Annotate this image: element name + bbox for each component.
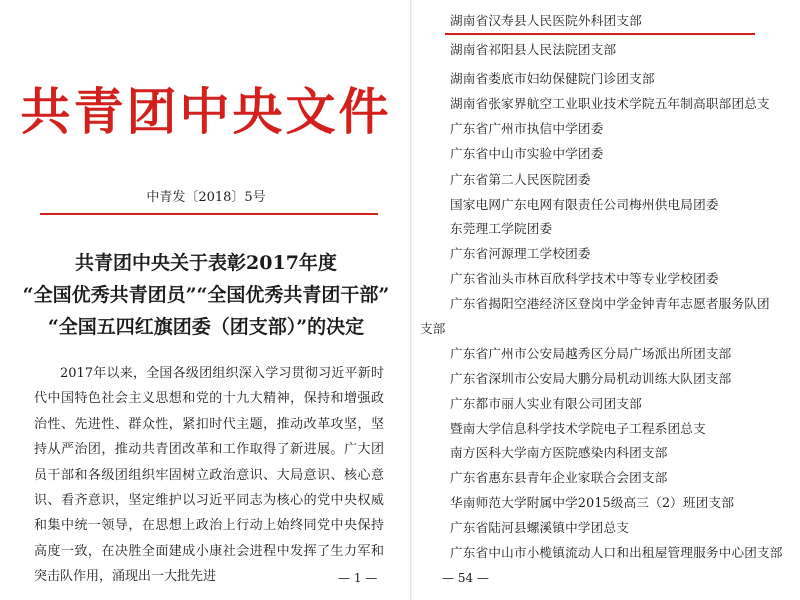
body-paragraph: 2017年以来，全国各级团组织深入学习贯彻习近平新时代中国特色社会主义思想和党的十九大精神，保持和增强政治性、先进性、群众性，紧扣时代主题，推动改革攻坚，坚持从严治团，推动共青团改革和工作取得了新进展。广大团员干部和各级团组织牢固树立政治意识、大局意识、核心意识、看齐意识，坚定维护以习近平同志为核心的党中央权威和集中统一领导，在思想上政治上行动上始终同党中央保持高度一致，在决胜全面建成小康社会进程中发挥了生力军和突击队作用，涌现出一大批先进 bbox=[34, 366, 384, 585]
red-divider-rule bbox=[40, 213, 378, 215]
branch-item: 广东省河源理工学校团委 bbox=[450, 246, 591, 261]
branch-item-continuation: 支部 bbox=[420, 321, 446, 336]
branch-item: 湖南省张家界航空工业职业技术学院五年制高职部团总支 bbox=[450, 96, 770, 111]
document-title bbox=[0, 247, 412, 343]
branch-item: 东莞理工学院团委 bbox=[450, 221, 553, 236]
branch-item: 暨南大学信息科学技术学院电子工程系团总支 bbox=[450, 421, 706, 436]
branch-item: 广东省中山市实验中学团委 bbox=[450, 146, 604, 161]
branch-item: 广东省陆河县螺溪镇中学团总支 bbox=[450, 520, 630, 535]
document-number: 中青发〔2018〕5号 bbox=[146, 190, 266, 205]
branch-item: 广东省第二人民医院团委 bbox=[450, 172, 591, 187]
right-page bbox=[412, 0, 800, 600]
document-masthead: 共青团中央文件 bbox=[20, 82, 392, 141]
branch-item: 广东省深圳市公安局大鹏分局机动训练大队团支部 bbox=[450, 371, 732, 386]
branch-item: 湖南省娄底市妇幼保健院门诊团支部 bbox=[450, 71, 655, 86]
branch-item: 湖南省汉寿县人民医院外科团支部 bbox=[450, 13, 642, 28]
body-text bbox=[34, 361, 384, 590]
branch-item: 华南师范大学附属中学2015级高三（2）班团支部 bbox=[450, 495, 735, 510]
branch-item: 广东省中山市小榄镇流动人口和出租屋管理服务中心团支部 bbox=[450, 545, 783, 560]
branch-item: 广东省汕头市林百欣科学技术中等专业学校团委 bbox=[450, 271, 719, 286]
right-page-number: — 54 — bbox=[442, 571, 489, 585]
left-page-number: — 1 — bbox=[338, 571, 378, 585]
branch-item: 广东省广州市执信中学团委 bbox=[450, 121, 604, 136]
title-line-3: “全国五四红旗团委（团支部）”的决定 bbox=[47, 316, 365, 338]
title-line-1: 共青团中央关于表彰2017年度 bbox=[75, 252, 337, 274]
branch-item: 湖南省祁阳县人民法院团支部 bbox=[450, 42, 617, 57]
branch-item: 广东省惠东县青年企业家联合会团支部 bbox=[450, 470, 668, 485]
branch-item: 广东都市丽人实业有限公司团支部 bbox=[450, 396, 642, 411]
branch-item: 广东省揭阳空港经济区登岗中学金钟青年志愿者服务队团 bbox=[450, 296, 770, 311]
branch-item: 广东省广州市公安局越秀区分局广场派出所团支部 bbox=[450, 346, 732, 361]
branch-item: 国家电网广东电网有限责任公司梅州供电局团委 bbox=[450, 197, 719, 212]
branch-item: 南方医科大学南方医院感染内科团支部 bbox=[450, 445, 668, 460]
highlight-underline bbox=[445, 33, 755, 35]
title-line-2: “全国优秀共青团员”“全国优秀共青团干部” bbox=[22, 284, 390, 306]
